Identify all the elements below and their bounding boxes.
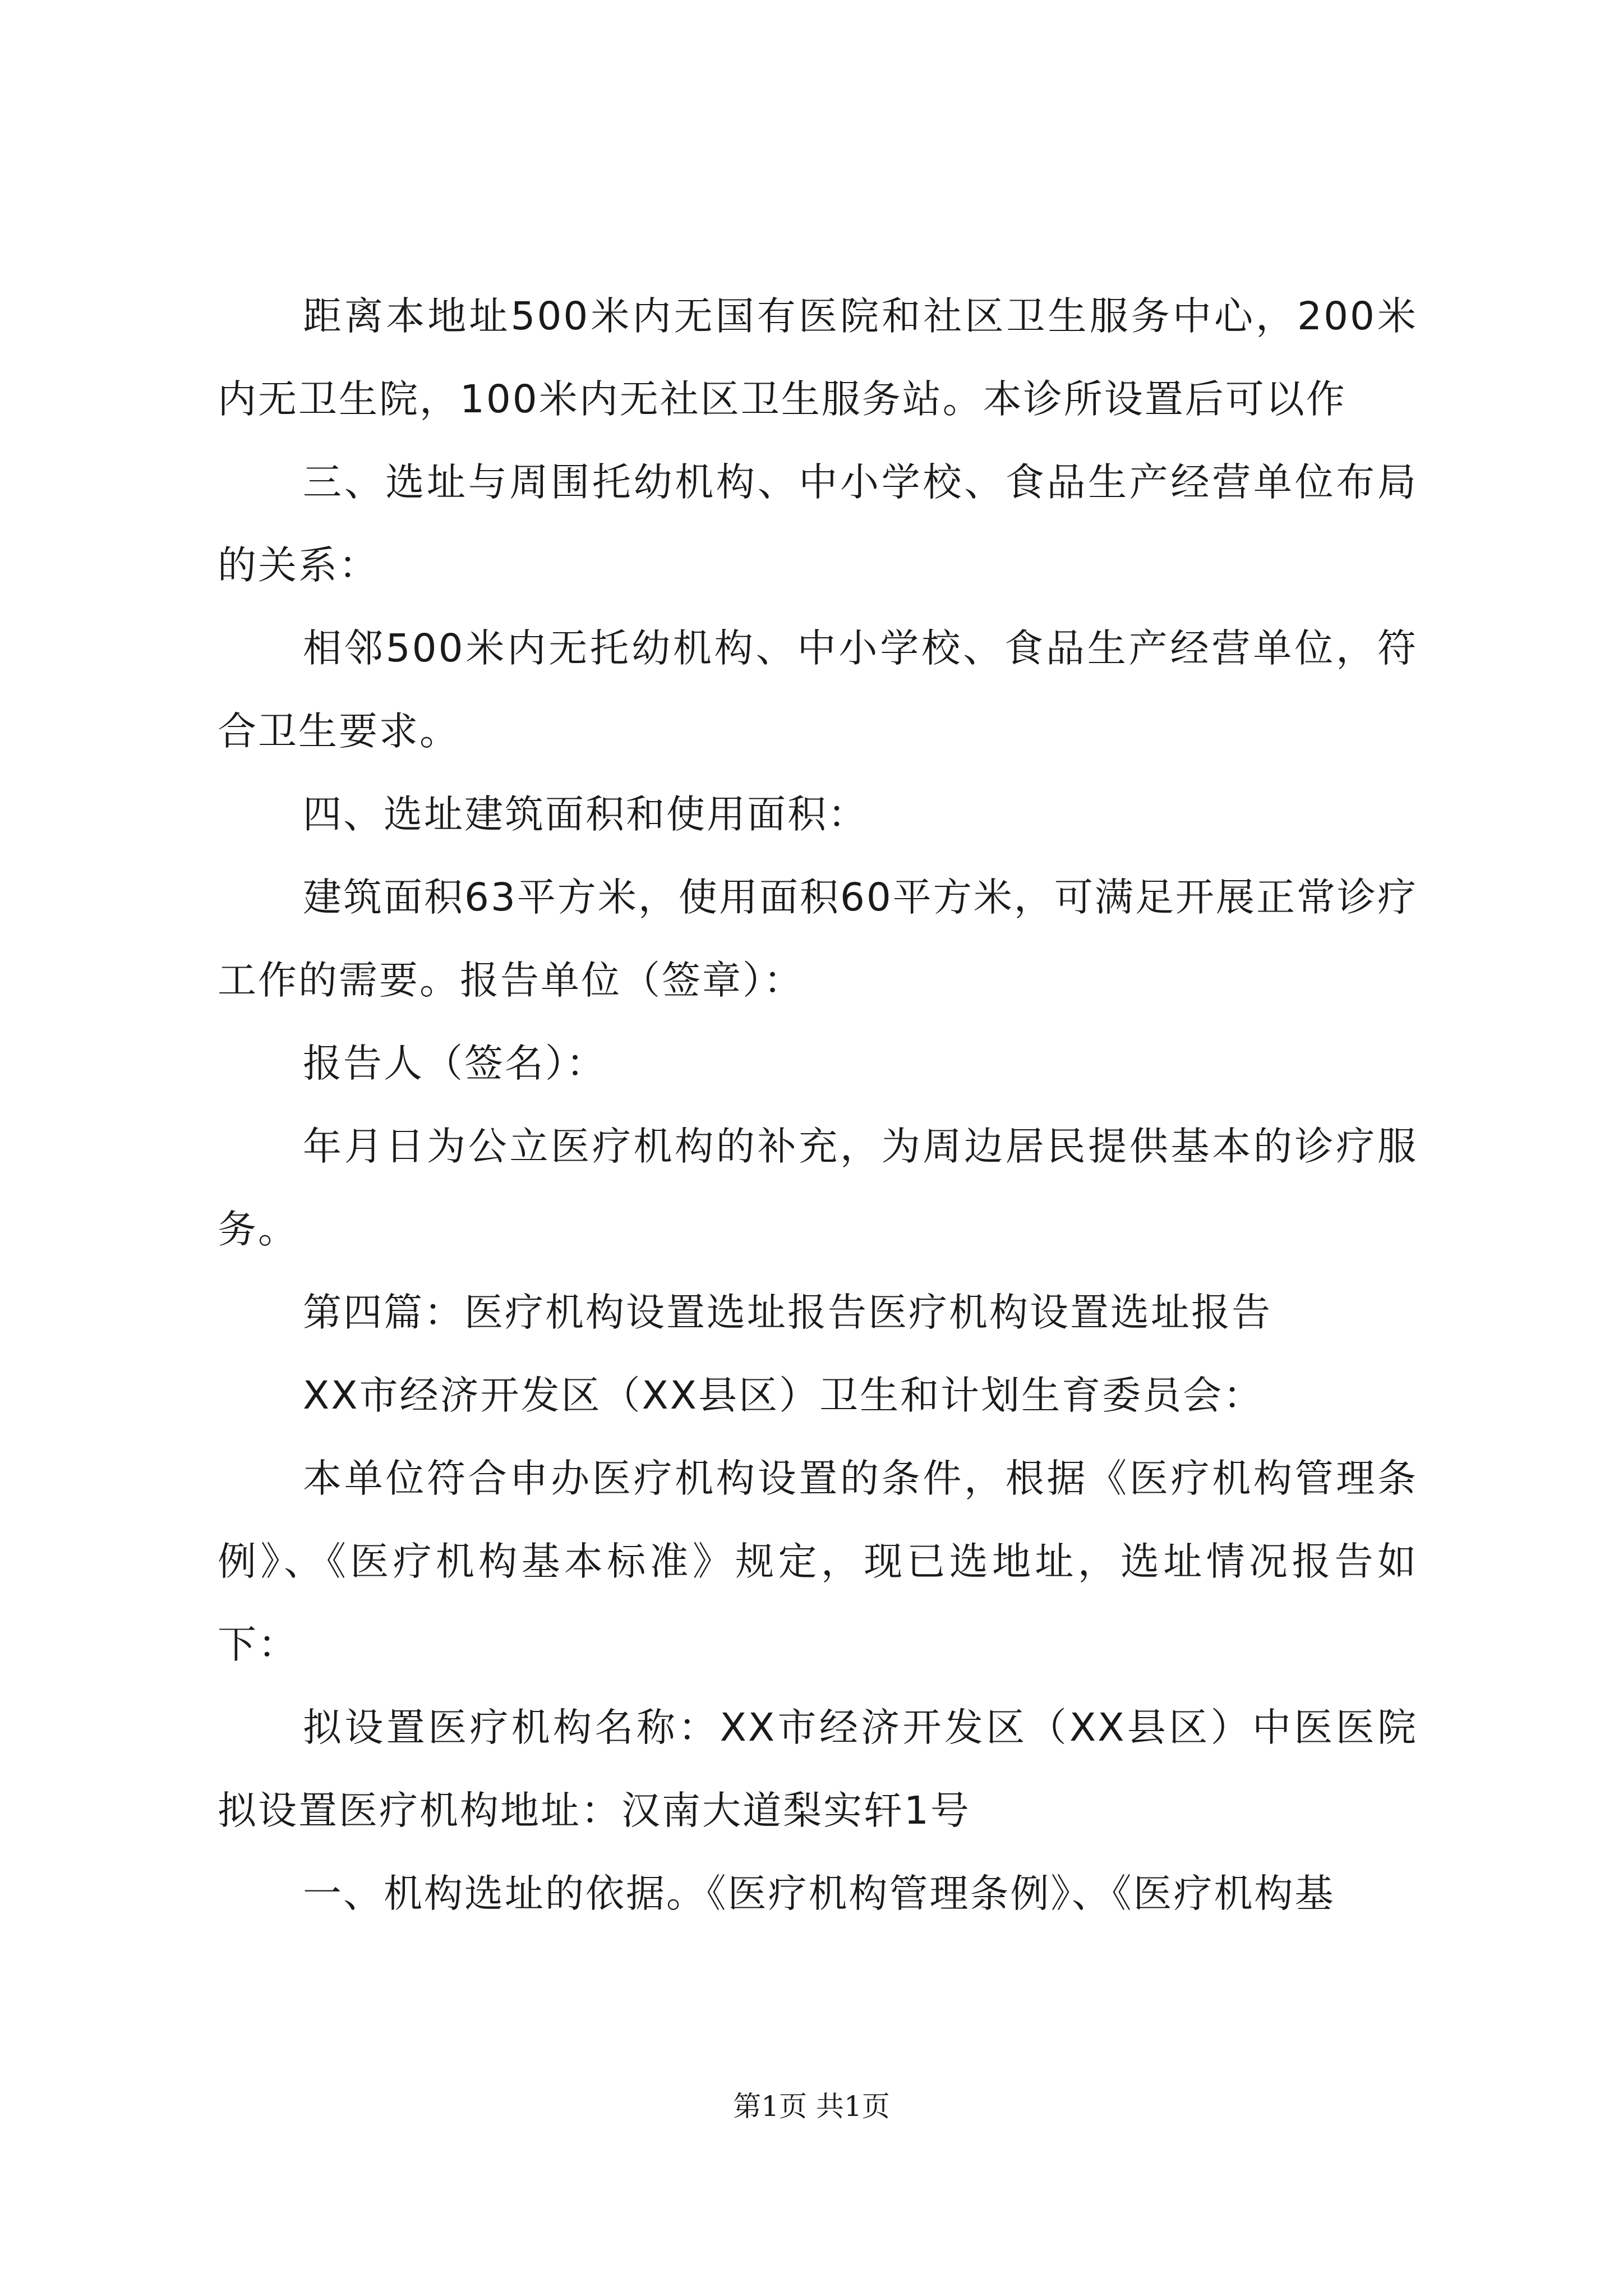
paragraph-neighbors: 相邻500米内无托幼机构、中小学校、食品生产经营单位，符合卫生要求。	[218, 626, 1418, 754]
paragraph-area: 建筑面积63平方米，使用面积60平方米，可满足开展正常诊疗工作的需要。报告单位（签章）：	[218, 875, 1418, 1003]
page-footer: 第1页 共1页	[733, 2090, 890, 2123]
document-body	[218, 275, 1418, 1935]
paragraph-addressee: XX市经济开发区（XX县区）卫生和计划生育委员会：	[303, 1373, 1264, 1418]
heading-chapter-four: 第四篇：医疗机构设置选址报告医疗机构设置选址报告	[303, 1290, 1272, 1335]
paragraph-basis: 本单位符合申办医疗机构设置的条件，根据《医疗机构管理条例》、《医疗机构基本标准》规定，现已选地址，选址情况报告如下：	[218, 1456, 1418, 1667]
paragraph-distance: 距离本地址500米内无国有医院和社区卫生服务中心，200米内无卫生院，100米内无社区卫生服务站。本诊所设置后可以作	[218, 294, 1418, 422]
paragraph-institution-name-address: 拟设置医疗机构名称：XX市经济开发区（XX县区）中医医院拟设置医疗机构地址：汉南大道梨实轩1号	[218, 1705, 1418, 1833]
paragraph-section-one: 一、机构选址的依据。《医疗机构管理条例》、《医疗机构基	[303, 1871, 1335, 1916]
paragraph-date-service: 年月日为公立医疗机构的补充，为周边居民提供基本的诊疗服务。	[218, 1124, 1418, 1252]
heading-section-four: 四、选址建筑面积和使用面积：	[303, 792, 868, 837]
heading-section-three: 三、选址与周围托幼机构、中小学校、食品生产经营单位布局的关系：	[218, 460, 1418, 588]
paragraph-reporter-signature: 报告人（签名）：	[303, 1041, 607, 1086]
